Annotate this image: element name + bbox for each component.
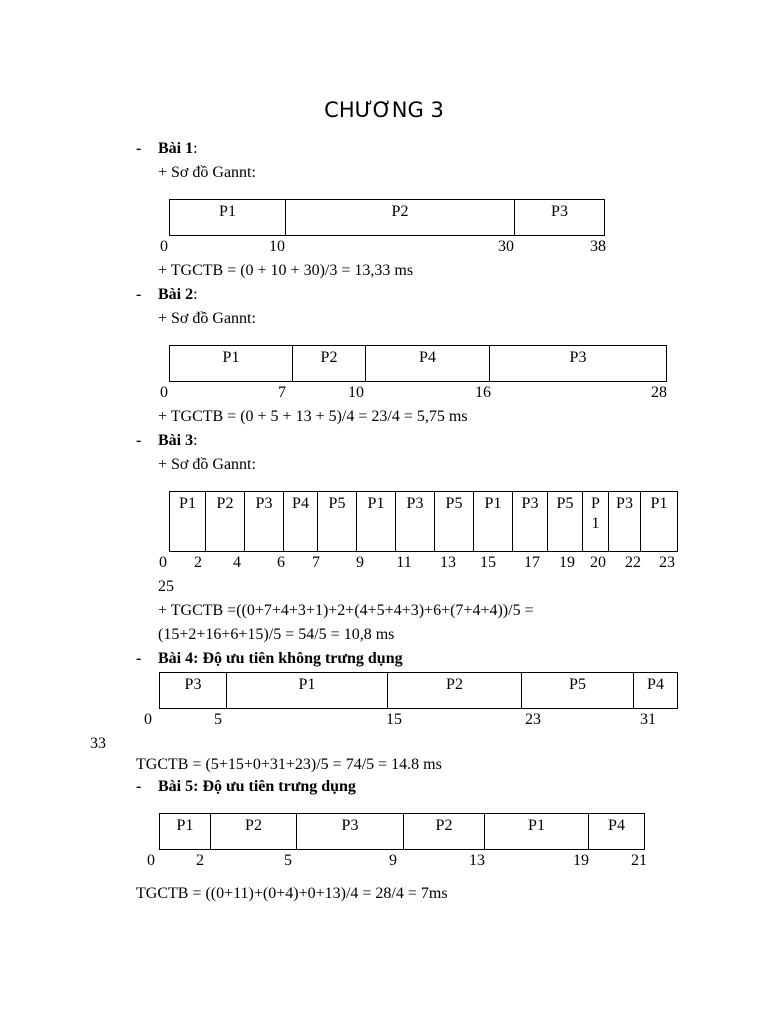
bullet-dash: - [136, 650, 142, 667]
gantt-cell: P2 [211, 814, 297, 849]
gantt-tick: 16 [475, 384, 491, 401]
gantt-chart-bai3 [169, 491, 678, 552]
gantt-cell: P2 [404, 814, 485, 849]
gantt-tick: 10 [348, 384, 364, 401]
bai4-label: Bài 4 [158, 650, 194, 667]
gantt-tick: 23 [525, 711, 541, 728]
gantt-cell: P1 [227, 673, 388, 708]
gantt-tick: 9 [389, 852, 397, 869]
gantt-cell: P1 [583, 492, 609, 551]
gantt-tick: 17 [524, 554, 540, 571]
bai3-result-line2: (15+2+16+6+15)/5 = 54/5 = 10,8 ms [158, 626, 395, 643]
gantt-cell: P2 [206, 492, 245, 551]
gantt-cell: P1 [474, 492, 513, 551]
gantt-cell: P4 [366, 346, 490, 381]
gantt-cell: P1 [160, 814, 211, 849]
gantt-cell: P1 [357, 492, 396, 551]
gantt-tick: 0 [160, 238, 168, 255]
gantt-cell: P1 [170, 200, 286, 235]
bai4-heading-text: : Độ ưu tiên không trưng dụng [193, 650, 403, 667]
bai2-result: + TGCTB = (0 + 5 + 13 + 5)/4 = 23/4 = 5,75 ms [158, 408, 468, 425]
gantt-tick: 7 [278, 384, 286, 401]
gantt-tick: 0 [160, 384, 168, 401]
gantt-cell: P5 [435, 492, 474, 551]
gantt-cell: P3 [297, 814, 404, 849]
gantt-cell: P3 [396, 492, 435, 551]
gantt-chart-bai4 [159, 672, 678, 709]
gantt-chart-bai2 [169, 345, 667, 382]
gantt-tick: 30 [498, 238, 514, 255]
gantt-cell: P3 [551, 203, 568, 220]
gantt-cell: P3 [513, 492, 548, 551]
bullet-dash: - [136, 778, 142, 795]
gantt-tick: 5 [284, 852, 292, 869]
bai1-label: Bài 1 [158, 140, 194, 157]
bai4-result: TGCTB = (5+15+0+31+23)/5 = 74/5 = 14.8 ms [136, 756, 442, 773]
bai1-result: + TGCTB = (0 + 10 + 30)/3 = 13,33 ms [158, 262, 414, 279]
gantt-cell: P4 [284, 492, 318, 551]
gantt-tick-wrap: 25 [158, 578, 174, 595]
bai4-heading [158, 649, 403, 669]
bullet-dash: - [136, 286, 142, 303]
gantt-tick: 23 [659, 554, 675, 571]
bai3-colon: : [193, 432, 198, 449]
gantt-tick: 31 [640, 711, 656, 728]
gantt-cell: P1 [485, 814, 589, 849]
gantt-cell: P3 [245, 492, 284, 551]
bai2-heading [158, 285, 198, 305]
gantt-cell: P2 [286, 200, 515, 235]
page-title: CHƯƠNG 3 [324, 98, 444, 122]
gantt-cell: P4 [608, 817, 625, 834]
bai3-subtitle: + Sơ đồ Gannt: [158, 456, 256, 473]
gantt-cell: P3 [569, 349, 587, 366]
gantt-tick: 15 [386, 711, 402, 728]
bai1-colon: : [193, 140, 198, 157]
bai3-heading [158, 431, 198, 451]
gantt-tick: 2 [194, 554, 202, 571]
bai3-label: Bài 3 [158, 432, 194, 449]
gantt-cell: P3 [609, 492, 641, 551]
gantt-tick: 4 [233, 554, 241, 571]
gantt-cell: P4 [647, 676, 664, 693]
gantt-tick: 22 [625, 554, 641, 571]
gantt-cell: P2 [293, 346, 366, 381]
bullet-dash: - [136, 140, 142, 157]
gantt-chart-bai5 [159, 813, 645, 850]
gantt-tick: 13 [469, 852, 485, 869]
bai5-label: Bài 5 [158, 778, 194, 795]
gantt-tick: 20 [590, 554, 606, 571]
bai5-heading [158, 777, 356, 797]
gantt-tick: 2 [196, 852, 204, 869]
gantt-cell: P1 [170, 492, 206, 551]
gantt-cell: P5 [318, 492, 357, 551]
bai5-result: TGCTB = ((0+11)+(0+4)+0+13)/4 = 28/4 = 7ms [136, 885, 448, 902]
bullet-dash: - [136, 432, 142, 449]
gantt-cell: P2 [388, 673, 522, 708]
gantt-tick: 19 [573, 852, 589, 869]
gantt-tick: 28 [651, 384, 667, 401]
gantt-tick: 0 [159, 554, 167, 571]
gantt-tick: 5 [214, 711, 222, 728]
gantt-cell: P3 [160, 673, 227, 708]
bai2-colon: : [193, 286, 198, 303]
gantt-tick: 21 [631, 852, 647, 869]
gantt-tick: 11 [396, 554, 412, 571]
gantt-chart-bai1 [169, 199, 605, 236]
gantt-tick: 19 [559, 554, 575, 571]
bai1-heading [158, 139, 198, 159]
gantt-tick: 38 [590, 238, 606, 255]
gantt-cell: P1 [170, 346, 293, 381]
gantt-tick: 0 [144, 711, 152, 728]
gantt-cell: P5 [522, 673, 634, 708]
gantt-tick: 15 [480, 554, 496, 571]
bai5-heading-text: : Độ ưu tiên trưng dụng [193, 778, 356, 795]
gantt-tick-wrap: 33 [90, 735, 106, 752]
gantt-tick: 13 [440, 554, 456, 571]
gantt-cell: P1 [650, 495, 668, 512]
gantt-tick: 10 [269, 238, 285, 255]
gantt-tick: 0 [147, 852, 155, 869]
gantt-cell: P5 [548, 492, 583, 551]
gantt-tick: 6 [277, 554, 285, 571]
bai3-result-line1: + TGCTB =((0+7+4+3+1)+2+(4+5+4+3)+6+(7+4+4))/5 = [158, 602, 534, 619]
bai1-subtitle: + Sơ đồ Gannt: [158, 164, 256, 181]
gantt-tick: 7 [312, 554, 320, 571]
gantt-tick: 9 [356, 554, 364, 571]
bai2-subtitle: + Sơ đồ Gannt: [158, 310, 256, 327]
bai2-label: Bài 2 [158, 286, 194, 303]
